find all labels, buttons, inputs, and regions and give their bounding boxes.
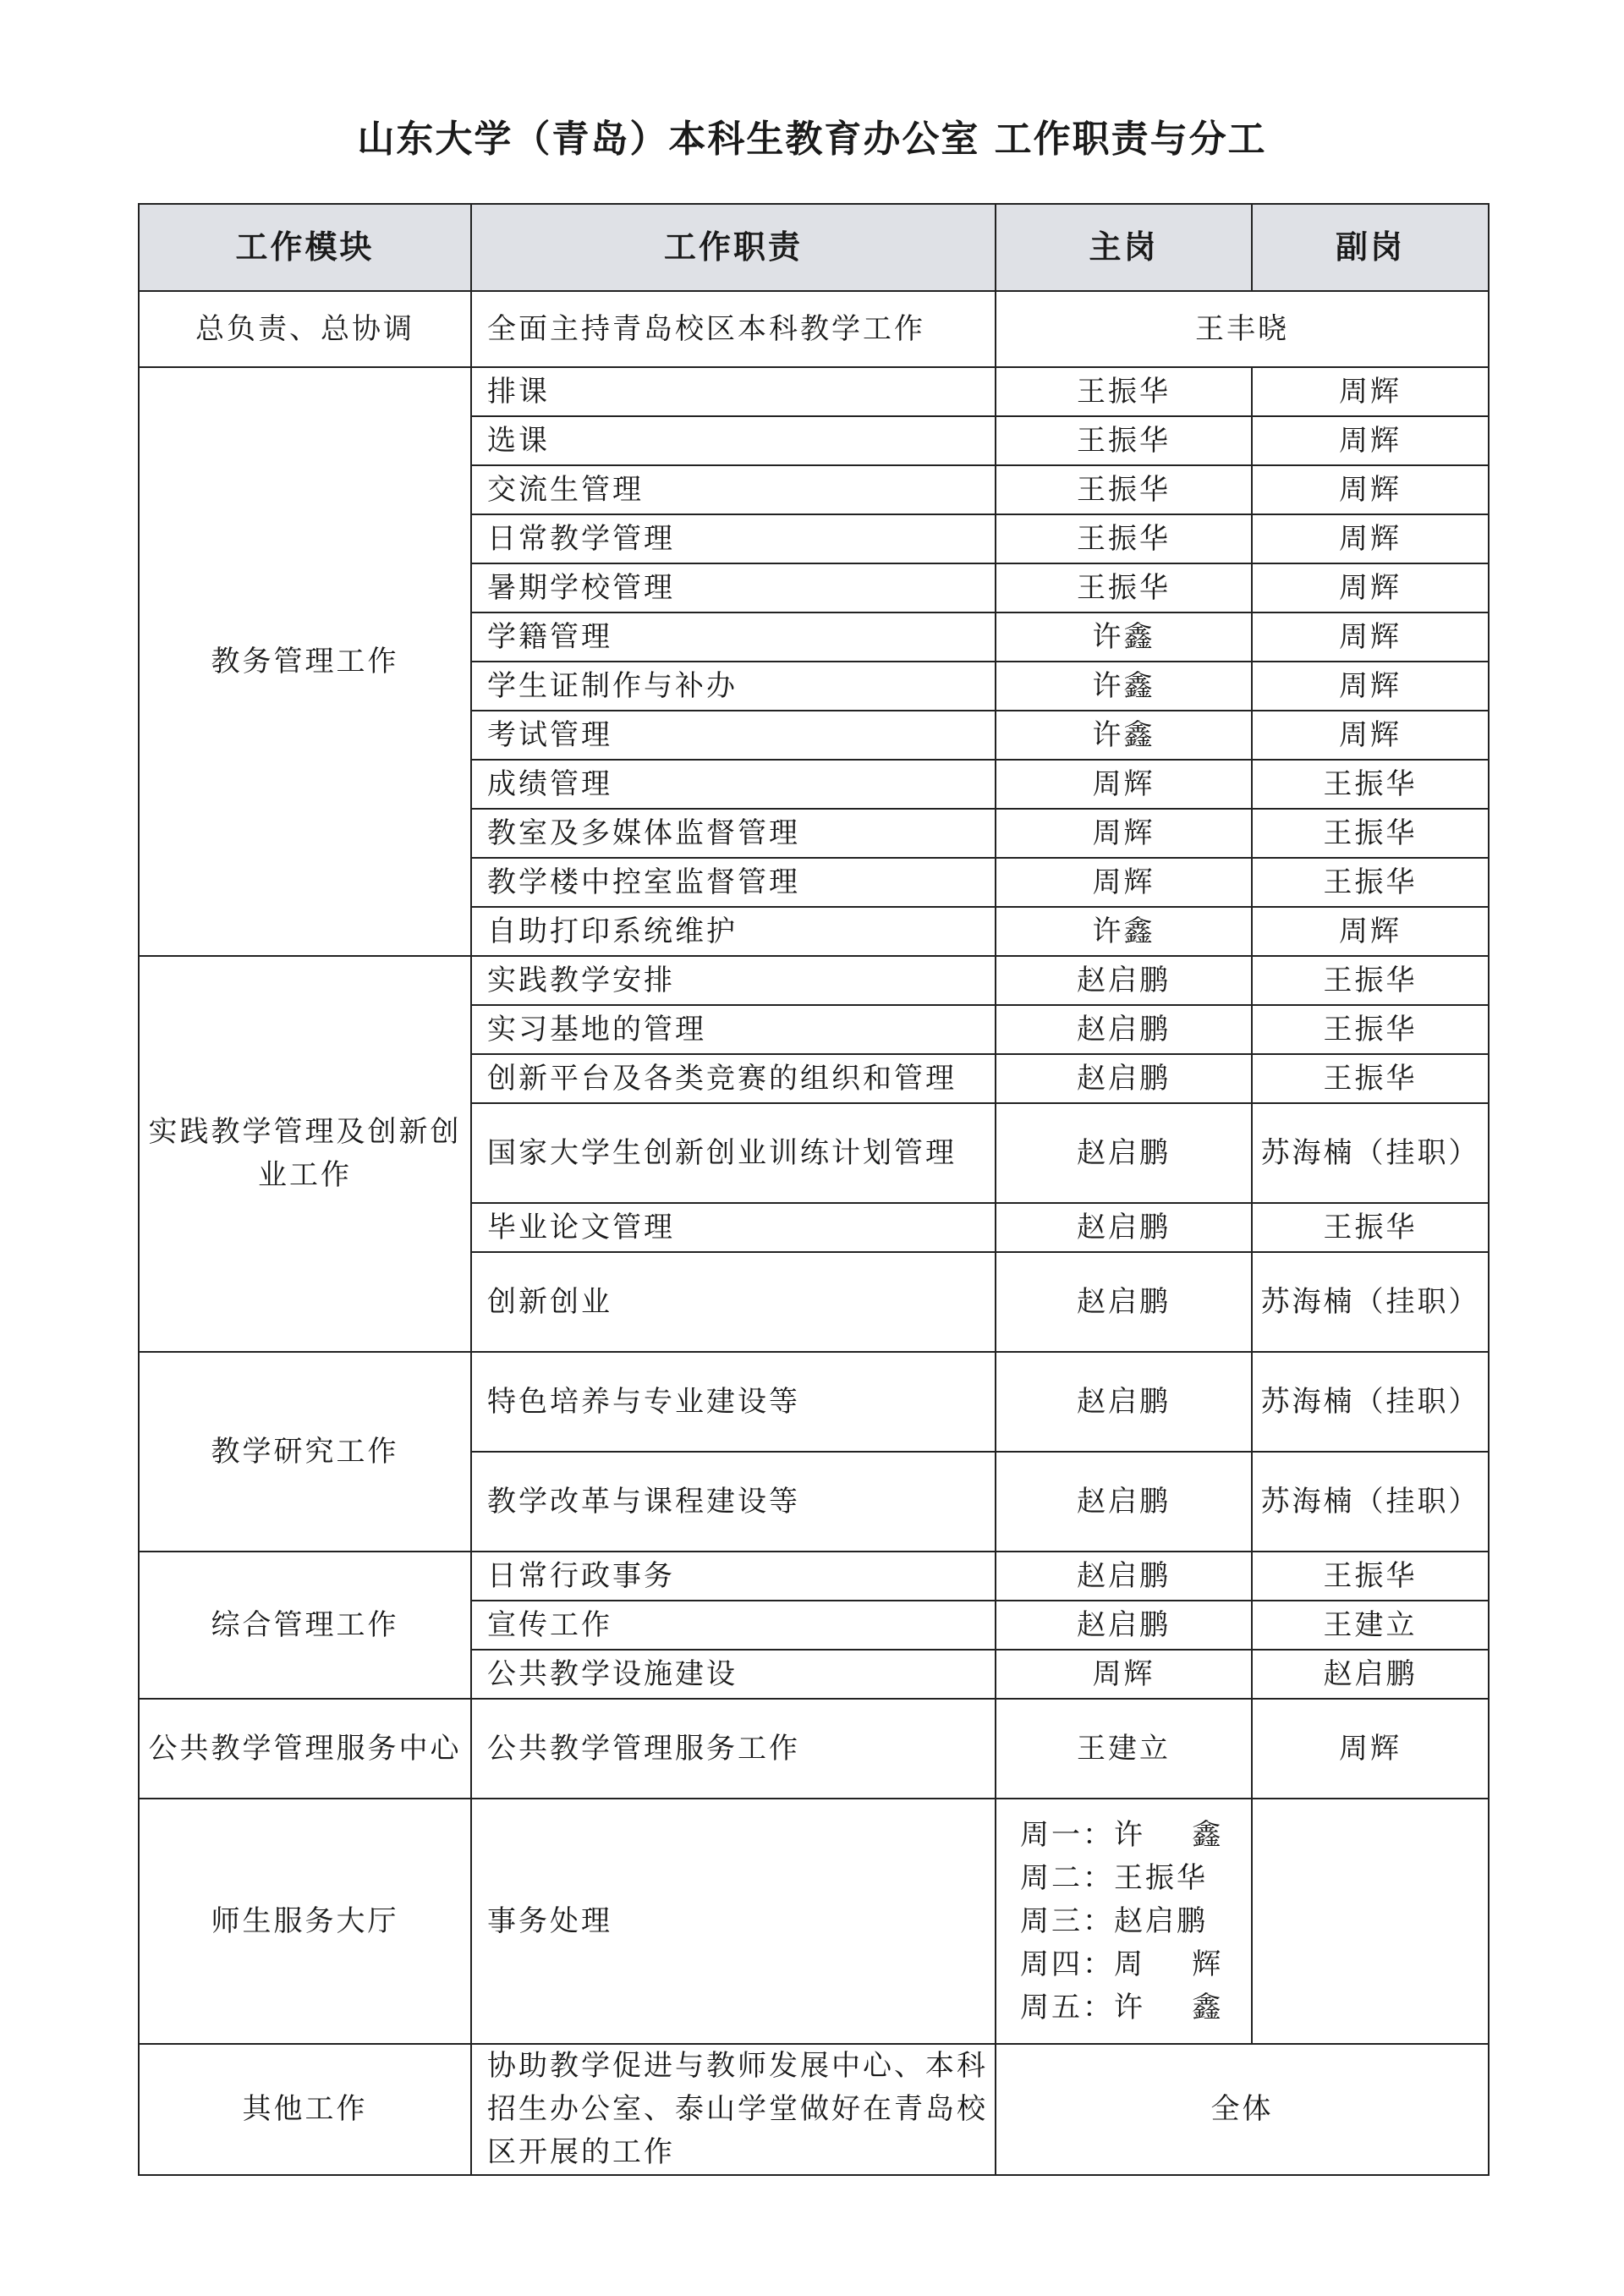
table-header-row: [139, 204, 1489, 291]
main-person-cell: 周辉: [996, 1650, 1252, 1699]
main-person-cell: 许鑫: [996, 711, 1252, 760]
main-person-cell: 赵启鹏: [996, 1103, 1252, 1203]
main-person-cell: 王振华: [996, 416, 1252, 465]
sub-person-cell: 王振华: [1252, 1552, 1489, 1601]
main-person-cell: 王建立: [996, 1699, 1252, 1799]
duty-cell: 宣传工作: [471, 1601, 996, 1650]
schedule-line: 周一：许 鑫: [1020, 1817, 1224, 1852]
sub-person-cell: 王振华: [1252, 1005, 1489, 1054]
sub-person-cell: 苏海楠（挂职）: [1252, 1352, 1489, 1452]
sub-person-cell: 王振华: [1252, 858, 1489, 907]
sub-person-cell: 周辉: [1252, 416, 1489, 465]
main-person-cell: 赵启鹏: [996, 1005, 1252, 1054]
sub-person-cell: 周辉: [1252, 367, 1489, 416]
header-main: 主岗: [996, 204, 1252, 291]
main-person-cell: 许鑫: [996, 662, 1252, 711]
schedule-line: 周五：许 鑫: [1020, 1990, 1224, 2024]
header-module: 工作模块: [139, 204, 471, 291]
main-person-cell: 赵启鹏: [996, 1601, 1252, 1650]
schedule-cell: [996, 1799, 1252, 2044]
table-row: [139, 2044, 1489, 2175]
duty-cell: 事务处理: [471, 1799, 996, 2044]
page-title: 山东大学（青岛）本科生教育办公室 工作职责与分工: [357, 118, 1267, 161]
sub-person-cell: 周辉: [1252, 612, 1489, 662]
main-person-cell: 周辉: [996, 858, 1252, 907]
module-cell: 师生服务大厅: [139, 1799, 471, 2044]
module-cell: 实践教学管理及创新创业工作: [139, 956, 471, 1352]
schedule-line: 周二：王振华: [1020, 1860, 1208, 1895]
duty-cell: 毕业论文管理: [471, 1203, 996, 1252]
header-duty: 工作职责: [471, 204, 996, 291]
duty-cell: 考试管理: [471, 711, 996, 760]
sub-person-cell: 苏海楠（挂职）: [1252, 1452, 1489, 1552]
duty-cell: 排课: [471, 367, 996, 416]
sub-person-cell: 周辉: [1252, 563, 1489, 612]
main-person-cell: 王振华: [996, 367, 1252, 416]
duty-cell: 教学改革与课程建设等: [471, 1452, 996, 1552]
duty-cell: 学生证制作与补办: [471, 662, 996, 711]
sub-person-cell: 苏海楠（挂职）: [1252, 1103, 1489, 1203]
duty-cell: 实习基地的管理: [471, 1005, 996, 1054]
sub-person-cell: 王振华: [1252, 1203, 1489, 1252]
sub-person-cell: 周辉: [1252, 1699, 1489, 1799]
main-person-cell: 赵启鹏: [996, 1452, 1252, 1552]
main-person-cell: 赵启鹏: [996, 1552, 1252, 1601]
module-cell: 教学研究工作: [139, 1352, 471, 1552]
schedule-line: 周三：赵启鹏: [1020, 1903, 1208, 1938]
sub-person-cell: 周辉: [1252, 662, 1489, 711]
duty-cell: 暑期学校管理: [471, 563, 996, 612]
duty-cell: 日常行政事务: [471, 1552, 996, 1601]
table-row: [139, 1699, 1489, 1799]
duty-table: [138, 203, 1490, 2176]
table-row: [139, 1352, 1489, 1452]
sub-person-cell: 苏海楠（挂职）: [1252, 1252, 1489, 1352]
main-person-cell: 赵启鹏: [996, 1054, 1252, 1103]
duty-cell: 协助教学促进与教师发展中心、本科招生办公室、泰山学堂做好在青岛校区开展的工作: [471, 2044, 996, 2175]
duty-cell: 实践教学安排: [471, 956, 996, 1005]
sub-person-cell: 周辉: [1252, 907, 1489, 956]
duty-cell: 教学楼中控室监督管理: [471, 858, 996, 907]
main-person-cell: 周辉: [996, 760, 1252, 809]
sub-person-cell: [1252, 1799, 1489, 2044]
sub-person-cell: 王振华: [1252, 809, 1489, 858]
table-row: [139, 1552, 1489, 1601]
main-person-cell: 许鑫: [996, 907, 1252, 956]
person-cell: 王丰晓: [996, 291, 1489, 367]
duty-cell: 国家大学生创新创业训练计划管理: [471, 1103, 996, 1203]
main-person-cell: 许鑫: [996, 612, 1252, 662]
sub-person-cell: 周辉: [1252, 514, 1489, 563]
module-cell: 公共教学管理服务中心: [139, 1699, 471, 1799]
duty-cell: 创新创业: [471, 1252, 996, 1352]
sub-person-cell: 周辉: [1252, 711, 1489, 760]
main-person-cell: 赵启鹏: [996, 1252, 1252, 1352]
table-row: [139, 367, 1489, 416]
duty-cell: 教室及多媒体监督管理: [471, 809, 996, 858]
sub-person-cell: 王建立: [1252, 1601, 1489, 1650]
module-cell: 教务管理工作: [139, 367, 471, 956]
duty-cell: 选课: [471, 416, 996, 465]
main-person-cell: 周辉: [996, 809, 1252, 858]
table-row: [139, 291, 1489, 367]
duty-cell: 学籍管理: [471, 612, 996, 662]
person-cell: 全体: [996, 2044, 1489, 2175]
schedule-line: 周四：周 辉: [1020, 1947, 1224, 1981]
module-cell: 综合管理工作: [139, 1552, 471, 1699]
table-row: [139, 1799, 1489, 2044]
main-person-cell: 王振华: [996, 514, 1252, 563]
duty-cell: 日常教学管理: [471, 514, 996, 563]
duty-cell: 公共教学设施建设: [471, 1650, 996, 1699]
module-cell: 总负责、总协调: [139, 291, 471, 367]
duty-cell: 创新平台及各类竞赛的组织和管理: [471, 1054, 996, 1103]
sub-person-cell: 王振华: [1252, 956, 1489, 1005]
main-person-cell: 王振华: [996, 563, 1252, 612]
main-person-cell: 赵启鹏: [996, 1352, 1252, 1452]
main-person-cell: 赵启鹏: [996, 956, 1252, 1005]
duty-cell: 交流生管理: [471, 465, 996, 514]
table-row: [139, 956, 1489, 1005]
sub-person-cell: 王振华: [1252, 1054, 1489, 1103]
sub-person-cell: 周辉: [1252, 465, 1489, 514]
duty-cell: 公共教学管理服务工作: [471, 1699, 996, 1799]
module-cell: 其他工作: [139, 2044, 471, 2175]
sub-person-cell: 王振华: [1252, 760, 1489, 809]
duty-cell: 特色培养与专业建设等: [471, 1352, 996, 1452]
header-sub: 副岗: [1252, 204, 1489, 291]
duty-cell: 自助打印系统维护: [471, 907, 996, 956]
duty-cell: 成绩管理: [471, 760, 996, 809]
main-person-cell: 赵启鹏: [996, 1203, 1252, 1252]
sub-person-cell: 赵启鹏: [1252, 1650, 1489, 1699]
duty-cell: 全面主持青岛校区本科教学工作: [471, 291, 996, 367]
main-person-cell: 王振华: [996, 465, 1252, 514]
